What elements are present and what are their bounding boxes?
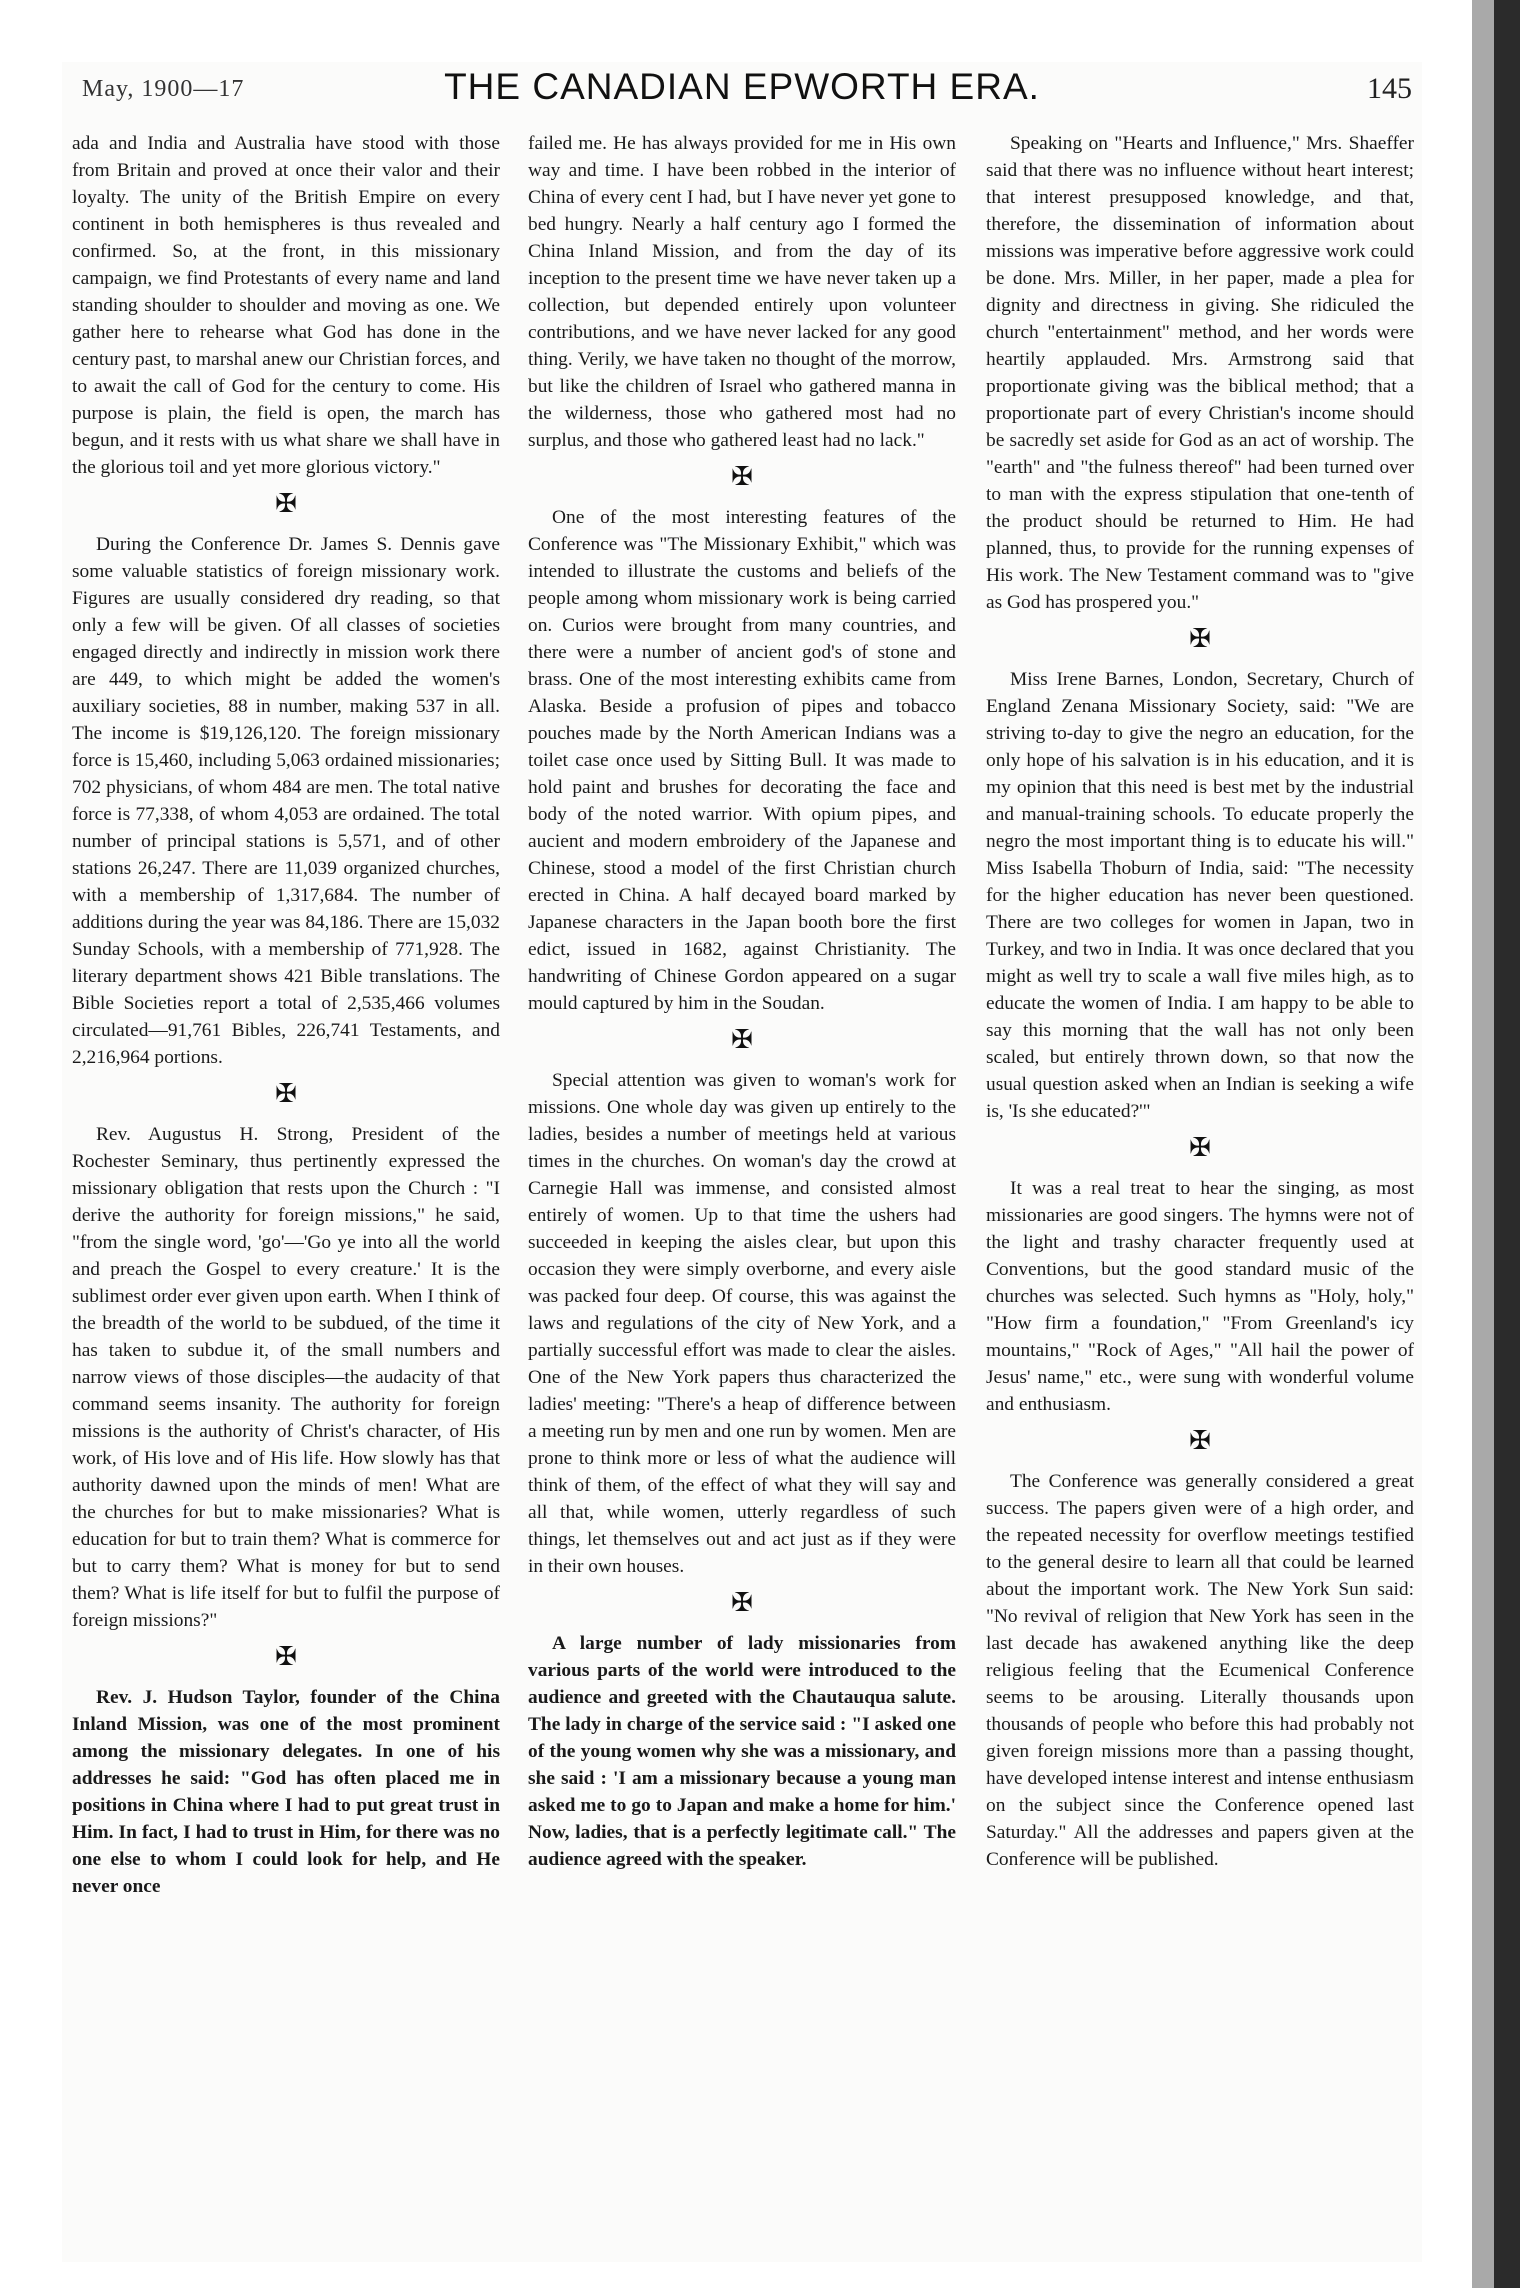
page-number: 145 — [1367, 72, 1412, 105]
cross-ornament-icon: ✠ — [731, 462, 753, 491]
cross-ornament-icon: ✠ — [731, 1025, 753, 1054]
cross-ornament-icon: ✠ — [1189, 1133, 1211, 1162]
text-column-1 — [72, 130, 500, 2250]
article-paragraph: Speaking on "Hearts and Influence," Mrs. Shaeffer said that there was no influence without heart interest; that interest presupposed knowledge, and that, therefore, the dissemination of information about missions was imperative before aggressive work could be done. Mrs. Miller, in her paper, made a plea for dignity and directness in giving. She ridiculed the church "entertainment" method, and her words were heartily applauded. Mrs. Armstrong said that proportionate giving was the biblical method; that a proportionate part of every Christian's income should be sacredly set aside for God as an act of worship. The "earth" and "the fulness thereof" had been turned over to man with the express stipulation that one-tenth of the product should be returned to Him. He had planned, thus, to provide for the running expenses of His work. The New Testament command was to "give as God has prospered you." — [986, 133, 1414, 613]
article-paragraph: A large number of lady missionaries from various parts of the world were introduced to the audience and greeted with the Chautauqua salute. The lady in charge of the service said : "I asked one of the young women why she was a missionary, and she said : 'I am a missionary because a young man asked me to go to Japan and make a home for him.' Now, ladies, that is a perfectly legitimate call." The audience agreed with the speaker. — [528, 1633, 956, 1870]
cross-ornament-icon: ✠ — [1189, 624, 1211, 653]
article-paragraph: Special attention was given to woman's work for missions. One whole day was given up entirely to the ladies, besides a number of meetings held at various times in the churches. On woman's day the crowd at Carnegie Hall was immense, and consisted almost entirely of women. Up to that time the ushers had succeeded in keeping the aisles clear, but upon this occasion they were simply overborne, and every aisle was packed four deep. Of course, this was against the laws and regulations of the city of New York, and a partially successful effort was made to clear the aisles. One of the New York papers thus characterized the ladies' meeting: "There's a heap of difference between a meeting run by men and one run by women. Men are prone to think more or less of what the audience will think of them, of the effect of what they will say and all that, while women, utterly regardless of such things, let themselves out and act just as if they were in their own houses. — [528, 1070, 956, 1577]
scan-edge-shadow — [1472, 0, 1494, 2288]
cross-ornament-icon: ✠ — [275, 1079, 297, 1108]
article-paragraph: ada and India and Australia have stood with those from Britain and proved at once their valor and their loyalty. The unity of the British Empire on every continent in both hemispheres is thus revealed and confirmed. So, at the front, in this missionary campaign, we find Protestants of every name and land standing shoulder to shoulder and moving as one. We gather here to rehearse what God has done in the century past, to marshal anew our Christian forces, and to await the call of God for the century to come. His purpose is plain, the field is open, the march has begun, and it rests with us what share we shall have in the glorious toil and yet more glorious victory." — [72, 133, 500, 478]
article-paragraph: failed me. He has always provided for me in His own way and time. I have been robbed in the interior of China of every cent I had, but I have never yet gone to bed hungry. Nearly a half century ago I formed the China Inland Mission, and from the day of its inception to the present time we have never taken up a collection, but depended entirely upon volunteer contributions, and we have never lacked for any good thing. Verily, we have taken no thought of the morrow, but like the children of Israel who gathered manna in the wilderness, those who gathered most had no surplus, and those who gathered least had no lack." — [528, 133, 956, 451]
article-paragraph: The Conference was generally considered a great success. The papers given were of a high order, and the repeated necessity for overflow meetings testified to the general desire to learn all that could be learned about the important work. The New York Sun said: "No revival of religion that New York has seen in the last decade has awakened anything like the deep religious feeling that the Ecumenical Conference seems to be arousing. Literally thousands upon thousands of people who before this had probably not given foreign missions more than a passing thought, have developed intense interest and intense enthusiasm on the subject since the Conference opened last Saturday." All the addresses and papers given at the Conference will be published. — [986, 1471, 1414, 1870]
article-paragraph: Rev. Augustus H. Strong, President of the Rochester Seminary, thus pertinently expressed the missionary obligation that rests upon the Church : "I derive the authority for foreign missions," he said, "from the single word, 'go'—'Go ye into all the world and preach the Gospel to every creature.' It is the sublimest order ever given upon earth. When I think of the breadth of the world to be subdued, of the time it has taken to subdue it, of the small numbers and narrow views of those disciples—the audacity of that command seems insanity. The authority for foreign missions is the authority of Christ's character, of His work, of His love and of His life. How slowly has that authority dawned upon the minds of men! What are the churches for but to make missionaries? What is education for but to train them? What is commerce for but to carry them? What is money for but to send them? What is life itself for but to fulfil the purpose of foreign missions?" — [72, 1124, 500, 1631]
article-paragraph: During the Conference Dr. James S. Dennis gave some valuable statistics of foreign missionary work. Figures are usually considered dry reading, so that only a few will be given. Of all classes of societies engaged directly and indirectly in mission work there are 449, to which might be added the women's auxiliary societies, 88 in number, making 537 in all. The income is $19,126,120. The foreign missionary force is 15,460, including 5,063 ordained missionaries; 702 physicians, of whom 484 are men. The total native force is 77,338, of whom 4,053 are ordained. The total number of principal stations is 5,571, and of other stations 26,247. There are 11,039 organized churches, with a membership of 1,317,684. The number of additions during the year was 84,186. There are 15,032 Sunday Schools, with a membership of 771,928. The literary department shows 421 Bible translations. The Bible Societies report a total of 2,535,466 volumes circulated—91,761 Bibles, 226,741 Testaments, and 2,216,964 portions. — [72, 534, 500, 1068]
cross-ornament-icon: ✠ — [731, 1588, 753, 1617]
issue-date: May, 1900—17 — [82, 76, 245, 102]
page-header — [62, 62, 1422, 122]
text-column-3 — [986, 130, 1414, 2250]
text-column-2 — [528, 130, 956, 2250]
cross-ornament-icon: ✠ — [275, 489, 297, 518]
cross-ornament-icon: ✠ — [275, 1642, 297, 1671]
article-paragraph: Rev. J. Hudson Taylor, founder of the China Inland Mission, was one of the most prominent among the missionary delegates. In one of his addresses he said: "God has often placed me in positions in China where I had to put great trust in Him. In fact, I had to trust in Him, for there was no one else to whom I could look for help, and He never once — [72, 1687, 500, 1897]
article-paragraph: It was a real treat to hear the singing, as most missionaries are good singers. The hymns were not of the light and trashy character frequently used at Conventions, but the good standard music of the churches was selected. Such hymns as "Holy, holy," "How firm a foundation," "From Greenland's icy mountains," "Rock of Ages," "All hail the power of Jesus' name," etc., were sung with wonderful volume and enthusiasm. — [986, 1178, 1414, 1415]
newspaper-page — [62, 62, 1422, 2262]
scan-edge-binding — [1494, 0, 1520, 2288]
article-paragraph: One of the most interesting features of the Conference was "The Missionary Exhibit," which was intended to illustrate the customs and beliefs of the people among whom missionary work is being carried on. Curios were brought from many countries, and there were a number of ancient god's of stone and brass. One of the most interesting exhibits came from Alaska. Beside a profusion of pipes and tobacco pouches made by the North American Indians was a toilet case once used by Sitting Bull. It was made to hold paint and brushes for decorating the face and body of the noted warrior. With opium pipes, and aucient and modern embroidery of the Japanese and Chinese, stood a model of the first Christian church erected in China. A half decayed board marked by Japanese characters in the Japan booth bore the first edict, issued in 1682, against Christianity. The handwriting of Chinese Gordon appeared on a sugar mould captured by him in the Soudan. — [528, 507, 956, 1014]
cross-ornament-icon: ✠ — [1189, 1426, 1211, 1455]
article-paragraph: Miss Irene Barnes, London, Secretary, Church of England Zenana Missionary Society, said: "We are striving to-day to give the negro an education, for the only hope of his salvation is in his education, and it is my opinion that this need is best met by the industrial and manual-training schools. To educate properly the negro the most important thing is to educate his will." Miss Isabella Thoburn of India, said: "The necessity for the higher education has never been questioned. There are two colleges for women in Japan, two in Turkey, and two in India. It was once declared that you might as well try to scale a wall five miles high, as to educate the women of India. I am happy to be able to say this morning that the wall has not only been scaled, but entirely thrown down, so that now the usual question asked when an Indian is seeking a wife is, 'Is she educated?'" — [986, 669, 1414, 1122]
masthead-title: THE CANADIAN EPWORTH ERA. — [444, 66, 1040, 107]
